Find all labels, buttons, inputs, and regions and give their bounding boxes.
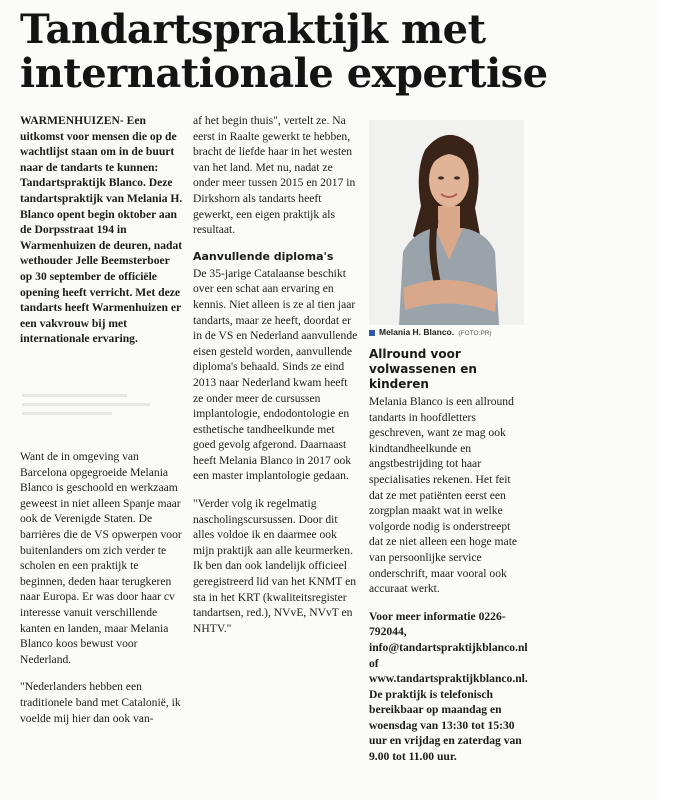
- column-1-bottom: [20, 449, 184, 738]
- subheading: Allround voor volwassenen en kinderen: [369, 347, 477, 391]
- body-paragraph: Melania Blanco is een allround tandarts in hoofdletters geschreven, want ze mag ook kindtandheelkunde en angstbestrijding tot haar specialisaties rekenen. Het feit dat ze met patiënten eerst een zorgplan maakt wat in welke volgorde nodig is onderstreept dat ze niet alleen een hoge mate van persoonlijke service onderschrift, maar vooral ook accuraat werkt.: [369, 395, 518, 596]
- subheading: Aanvullende diploma's: [193, 249, 334, 263]
- caption-marker: [369, 330, 375, 336]
- page-edge: [660, 0, 673, 800]
- intro-paragraph: WARMENHUIZEN- Een uitkomst voor mensen die op de wachtlijst staan om in de buurt naar de tandarts te kunnen: Tandartspraktijk Blanco. Deze tandartspraktijk van Melania H. Blanco opent begin oktober aan de Dorpsstraat 194 in Warmenhuizen de deuren, nadat wethouder Jelle Beemsterboer op 30 september de officiële opening heeft verricht. Met deze tandarts heeft Warmenhuizen er een vakvrouw bij met internationale ervaring.: [20, 114, 183, 346]
- contact-paragraph: Voor meer informatie 0226-792044, info@tandartspraktijkblanco.nl of www.tandartspraktijkblanco.nl. De praktijk is telefonisch bereikbaar op maandag en woensdag van 13:30 tot 15:30 uur en vrijdag en zaterdag van 9.00 tot 11.00 uur.: [369, 609, 528, 764]
- faint-bleedthrough: [22, 388, 172, 436]
- body-paragraph: "Nederlanders hebben een traditionele band met Catalonië, ik voelde mij hier dan ook van-: [20, 680, 181, 725]
- body-paragraph: "Verder volg ik regelmatig nascholingscursussen. Door dit alles voldoe ik en daarmee ook mijn praktijk aan alle keurmerken. Ik ben dan ook landelijk officieel geregistreerd lid van het KNMT en sta in het KRT (kwaliteitsregister tandartsen, red.), NVvE, NVvT en NHTV.": [193, 497, 357, 635]
- portrait-photo: [369, 120, 524, 325]
- column-3: [369, 345, 528, 777]
- column-2: [193, 113, 358, 648]
- body-paragraph: af het begin thuis", vertelt ze. Na eerst in Raalte gewerkt te hebben, bracht de liefde haar in het westen van het land. Met nu, nadat ze onder meer tussen 2015 en 2017 in Dirkshorn als tandarts heeft gewerkt, een eigen praktijk als resultaat.: [193, 114, 356, 237]
- column-1-top: [20, 113, 184, 359]
- body-paragraph: De 35-jarige Catalaanse beschikt over een schat aan ervaring en kennis. Niet alleen is ze al tien jaar tandarts, maar ze heeft, doordat er in de VS en Nederland aanvullende eisen gesteld worden, aanvullende diploma's behaald. Sinds ze eind 2013 naar Nederland kwam heeft ze onder meer de cursussen implantologie, endodontologie en esthetische tandheelkunde met goed gevolg afgerond. Daarnaast heeft Melania Blanco in 2017 ook een master implantologie gedaan.: [193, 266, 358, 483]
- body-paragraph: Want de in omgeving van Barcelona opgegroeide Melania Blanco is geschoold en werkzaam geweest in niet alleen Spanje maar ook de Verenigde Staten. De barrières die de VS opwerpen voor buitenlanders om zich verder te scholen en een praktijk te beginnen, deden haar terugkeren naar Europa. Er was door haar cv interesse vanuit verschillende kanten en landen, maar Melania Blanco koos bewust voor Nederland.: [20, 450, 182, 666]
- photo-credit: (FOTO:PR): [458, 330, 492, 337]
- photo-caption: [369, 327, 549, 337]
- headline: Tandartspraktijk met internationale expertise: [20, 6, 548, 97]
- portrait-illustration: [369, 120, 524, 325]
- caption-name: Melania H. Blanco.: [379, 327, 455, 337]
